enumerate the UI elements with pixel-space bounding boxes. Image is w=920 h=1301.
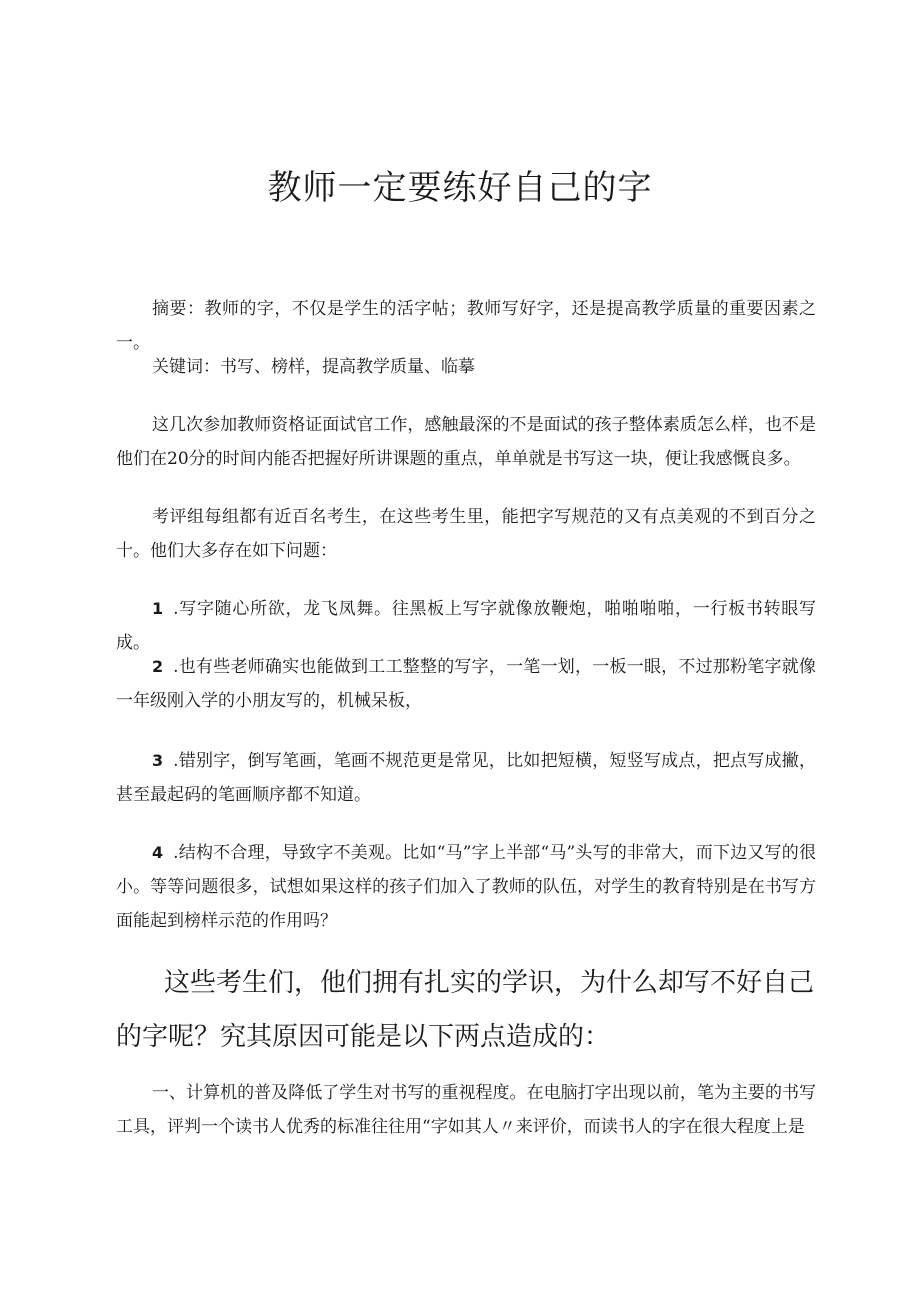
body-paragraph-2: 考评组每组都有近百名考生，在这些考生里，能把字写规范的又有点美观的不到百分之十。他们大多存在如下问题：: [116, 507, 816, 561]
list-item-text: .结构不合理，导致字不美观。比如“马”字上半部“马”头写的非常大，而下边又写的很小。等等问题很多，试想如果这样的孩子们加入了教师的队伍，对学生的教育特别是在书写方面能起到榜样示范的作用吗？: [116, 843, 816, 931]
list-item-2: [116, 650, 816, 718]
abstract-paragraph: 摘要：教师的字，不仅是学生的活字帖；教师写好字，还是提高教学质量的重要因素之一。: [116, 299, 816, 353]
document-title: 教师一定要练好自己的字: [267, 168, 653, 208]
list-item-number: 2: [152, 657, 164, 676]
body-paragraph-1: 这几次参加教师资格证面试官工作，感触最深的不是面试的孩子整体素质怎么样，也不是他们在20分的时间内能否把握好所讲课题的重点，单单就是书写这一块，便让我感慨良多。: [116, 415, 816, 469]
list-item-text: .错别字，倒写笔画，笔画不规范更是常见，比如把短横，短竖写成点，把点写成撇，甚至最起码的笔画顺序都不知道。: [116, 751, 816, 805]
list-item-text: .也有些老师确实也能做到工工整整的写字，一笔一划，一板一眼，不过那粉笔字就像一年级刚入学的小朋友写的，机械呆板，: [116, 657, 816, 711]
list-item-number: 1: [152, 599, 164, 618]
list-item-number: 3: [152, 751, 164, 770]
list-item-3: [116, 744, 816, 812]
keywords-paragraph: 关键词：书写、榜样，提高教学质量、临摹: [152, 357, 475, 377]
body-paragraph-last: 一、计算机的普及降低了学生对书写的重视程度。在电脑打字出现以前，笔为主要的书写工具，评判一个读书人优秀的标准往往用“字如其人〃来评价，而读书人的字在很大程度上是: [116, 1083, 816, 1137]
list-item-text: .写字随心所欲，龙飞凤舞。往黑板上写字就像放鞭炮，啪啪啪啪，一行板书转眼写成。: [116, 599, 816, 653]
list-item-4: [116, 836, 816, 938]
list-item-number: 4: [152, 843, 164, 862]
large-text-paragraph: 这些考生们，他们拥有扎实的学识，为什么却写不好自己的字呢？究其原因可能是以下两点造成的：: [116, 968, 815, 1052]
